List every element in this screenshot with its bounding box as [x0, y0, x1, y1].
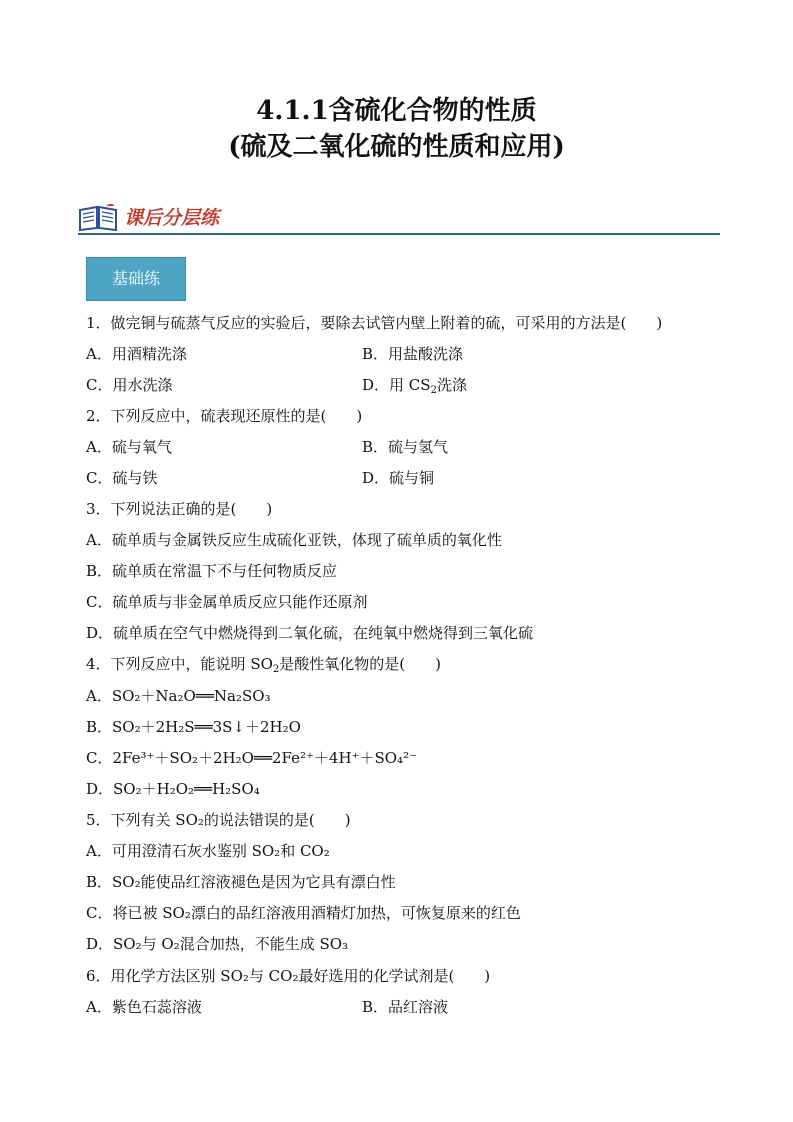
open-book-icon [78, 204, 118, 232]
question-2-option-b: B．硫与氢气 [362, 438, 449, 456]
section-divider [78, 233, 720, 235]
page-title: 4.1.1含硫化合物的性质 [256, 96, 537, 126]
question-4-option-b: B．SO₂＋2H₂S══3S↓＋2H₂O [86, 718, 301, 736]
stem-text: 4．下列反应中，能说明 SO [86, 655, 273, 673]
subscript: 2 [272, 664, 280, 675]
question-6-option-b: B．品红溶液 [362, 998, 449, 1016]
question-2-option-a: A．硫与氧气 [86, 438, 172, 456]
section-label: 课后分层练 [124, 207, 220, 229]
question-6-option-a: A．紫色石蕊溶液 [86, 998, 202, 1016]
question-1-option-b: B．用盐酸洗涤 [362, 345, 464, 363]
question-5-option-c: C．将已被 SO₂漂白的品红溶液用酒精灯加热，可恢复原来的红色 [86, 904, 521, 922]
question-4-option-c: C．2Fe³⁺＋SO₂＋2H₂O══2Fe²⁺＋4H⁺＋SO₄²⁻ [86, 749, 417, 767]
option-text: 洗涤 [436, 376, 467, 394]
question-3-option-d: D．硫单质在空气中燃烧得到二氧化硫，在纯氧中燃烧得到三氧化硫 [86, 624, 534, 642]
question-1-option-c: C．用水洗涤 [86, 376, 173, 394]
question-5-option-b: B．SO₂能使品红溶液褪色是因为它具有漂白性 [86, 873, 396, 891]
question-3-stem: 3．下列说法正确的是( ) [86, 500, 273, 518]
option-text: D．用 CS [362, 376, 431, 394]
question-3-option-a: A．硫单质与金属铁反应生成硫化亚铁，体现了硫单质的氧化性 [86, 531, 502, 549]
question-6-stem: 6．用化学方法区别 SO₂与 CO₂最好选用的化学试剂是( ) [86, 967, 491, 985]
question-2-option-d: D．硫与铜 [362, 469, 435, 487]
question-4-option-a: A．SO₂＋Na₂O══Na₂SO₃ [86, 687, 271, 705]
question-4-option-d: D．SO₂＋H₂O₂══H₂SO₄ [86, 780, 260, 798]
page-subtitle: (硫及二氧化硫的性质和应用) [228, 132, 565, 162]
question-1-option-d [362, 375, 467, 395]
question-5-option-a: A．可用澄清石灰水鉴别 SO₂和 CO₂ [86, 842, 330, 860]
question-1-stem: 1．做完铜与硫蒸气反应的实验后，要除去试管内壁上附着的硫，可采用的方法是( ) [86, 314, 663, 332]
section-header [78, 200, 720, 236]
question-5-option-d: D．SO₂与 O₂混合加热，不能生成 SO₃ [86, 935, 349, 953]
subscript: 2 [430, 385, 437, 396]
question-2-stem: 2．下列反应中，硫表现还原性的是( ) [86, 407, 363, 425]
question-3-option-c: C．硫单质与非金属单质反应只能作还原剂 [86, 593, 368, 611]
question-1-option-a: A．用酒精洗涤 [86, 345, 187, 363]
stem-text: 是酸性氧化物的是( ) [279, 655, 441, 673]
level-badge: 基础练 [86, 257, 186, 301]
question-2-option-c: C．硫与铁 [86, 469, 158, 487]
question-4-stem [86, 654, 441, 674]
question-5-stem: 5．下列有关 SO₂的说法错误的是( ) [86, 811, 351, 829]
question-3-option-b: B．硫单质在常温下不与任何物质反应 [86, 562, 338, 580]
